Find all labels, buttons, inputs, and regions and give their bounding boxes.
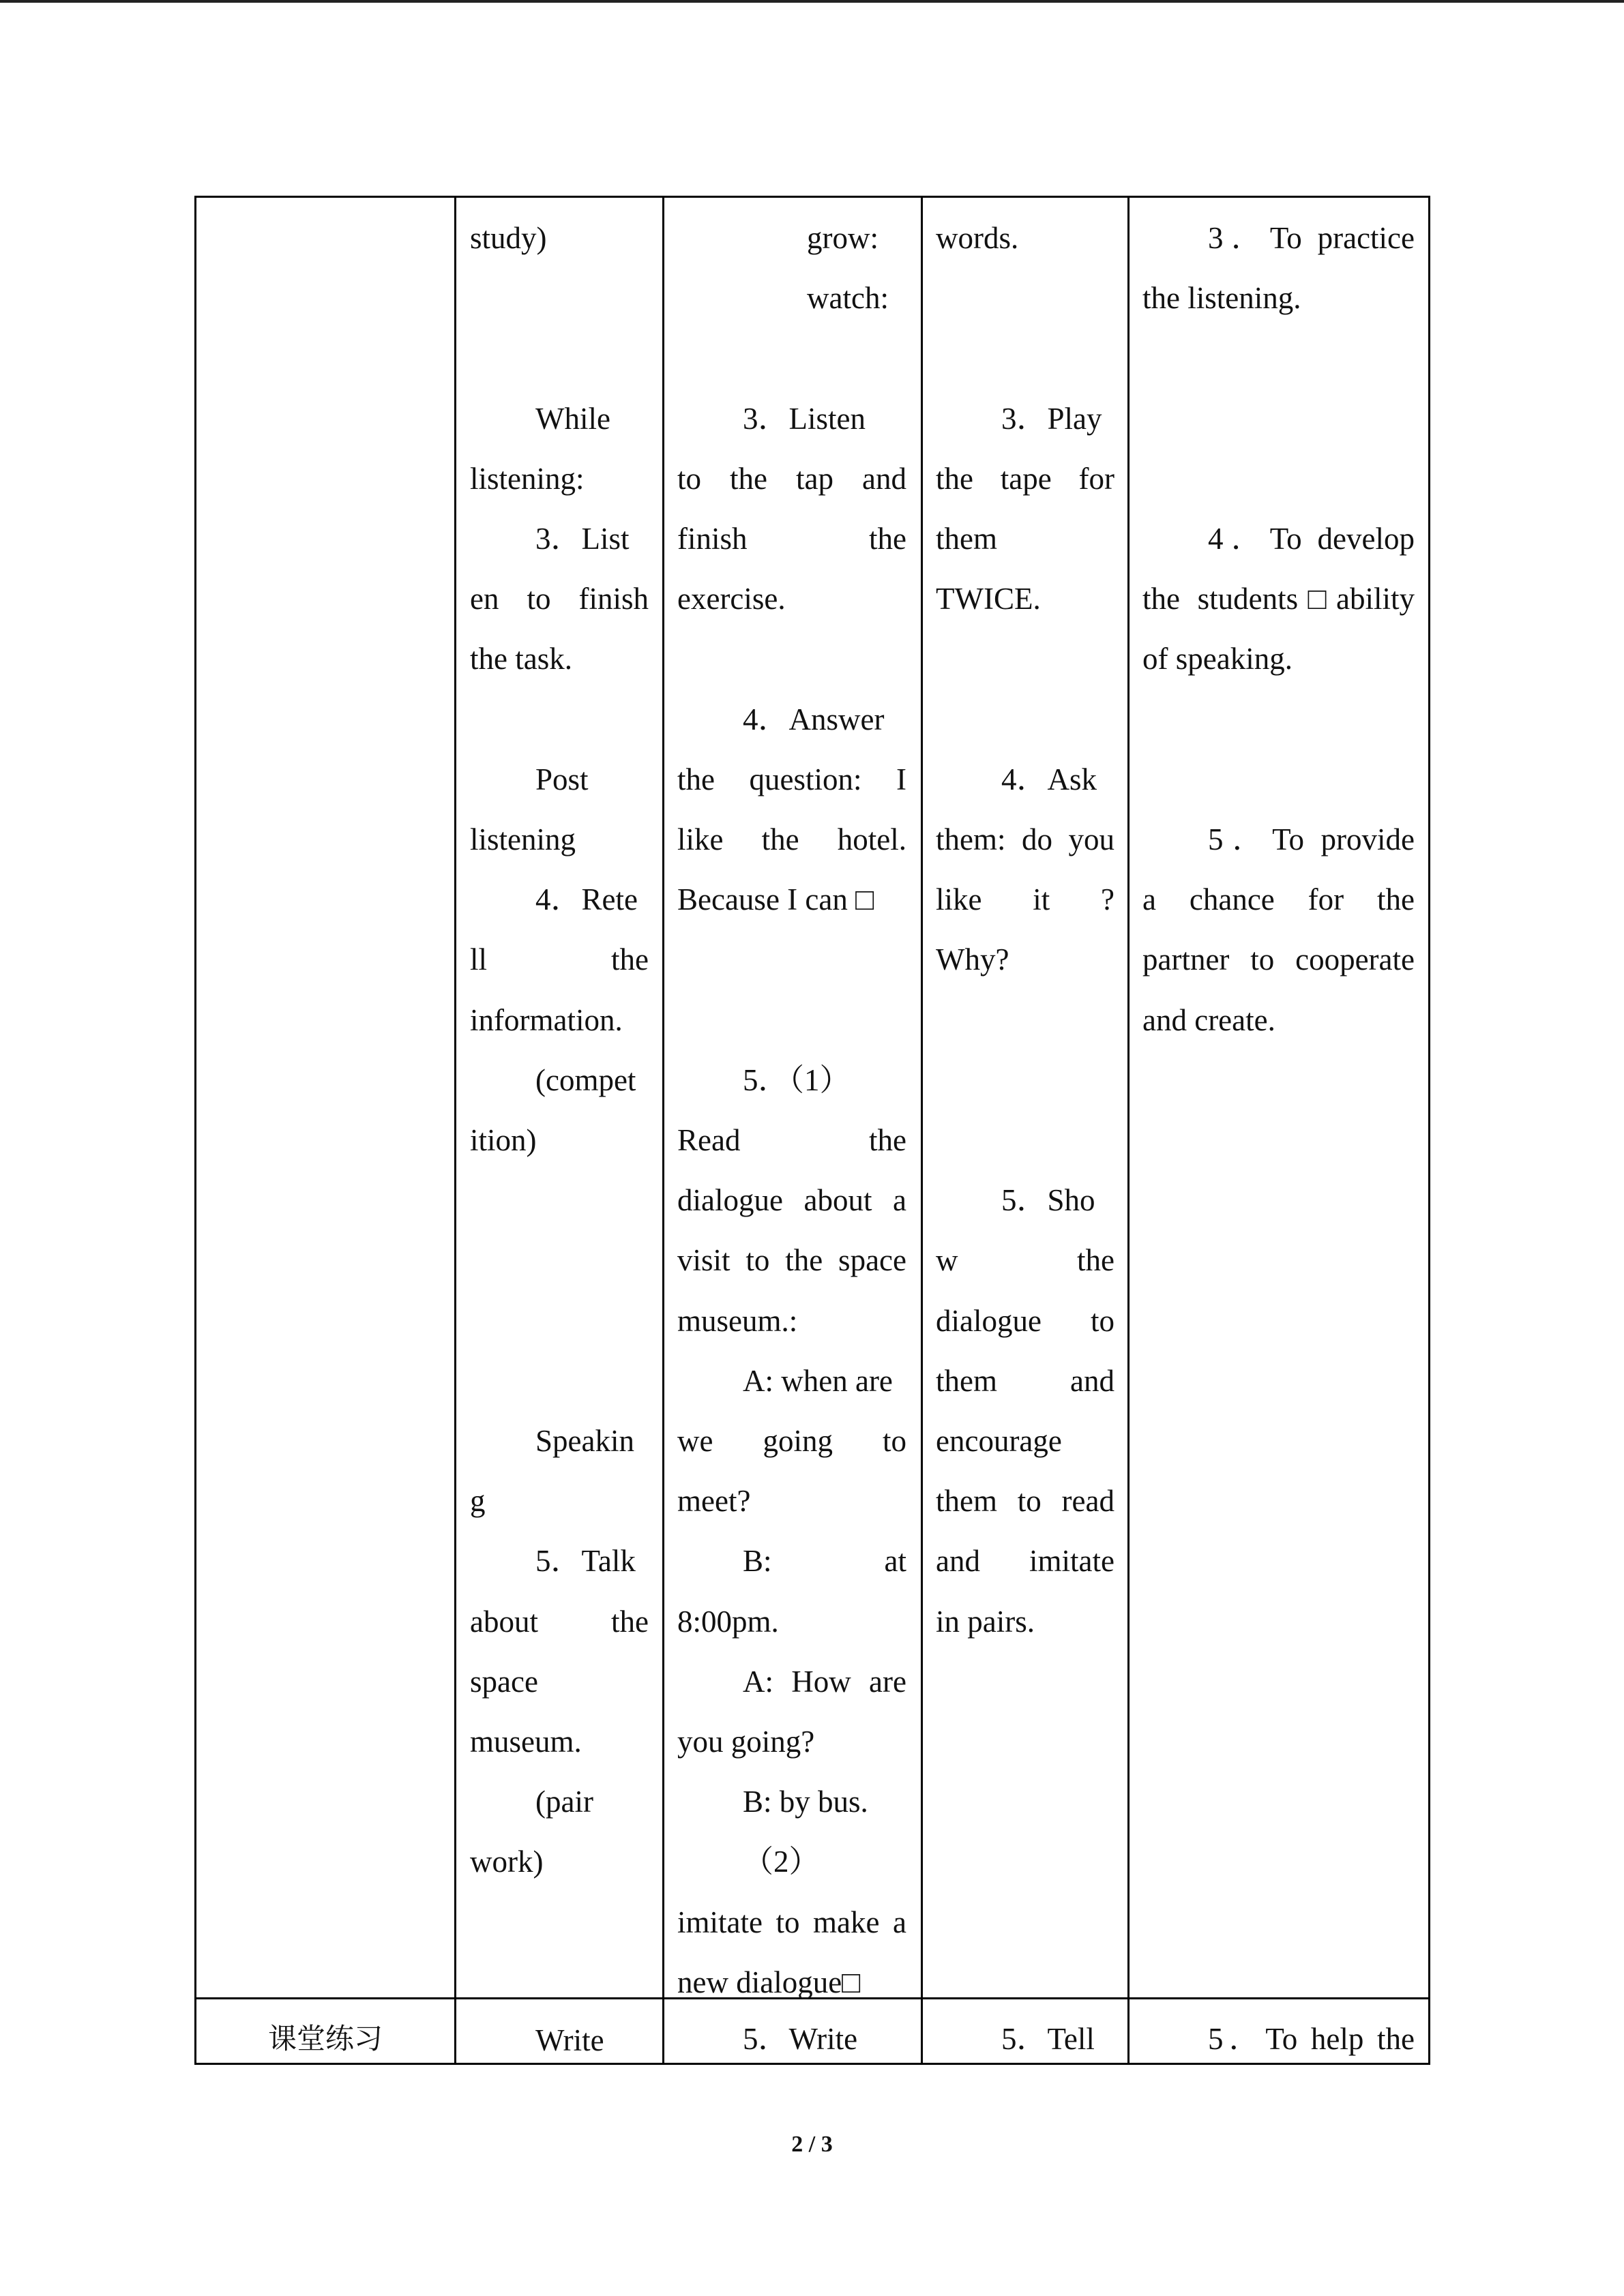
cell-teacher-activity	[936, 196, 1114, 1996]
text-line: 3．Play	[1001, 401, 1102, 436]
text-line: visit to the space	[677, 1243, 906, 1278]
text-line: space	[470, 1664, 538, 1699]
text-line: grow:	[807, 221, 879, 255]
text-line: exercise.	[677, 582, 786, 616]
practice-student-text: Write	[535, 2023, 604, 2057]
text-line: study)	[470, 221, 547, 255]
text-line: 3．To practice	[1208, 221, 1415, 255]
text-line: B: by bus.	[743, 1785, 868, 1819]
text-line: 4．Rete	[535, 882, 638, 917]
text-line: museum.	[470, 1725, 582, 1759]
text-line: partner to cooperate	[1142, 942, 1415, 977]
text-line: 3．Listen	[743, 401, 866, 436]
text-line: them: do you	[936, 822, 1114, 856]
text-line: new dialogue□	[677, 1965, 861, 1999]
text-line: Because I can □	[677, 882, 874, 917]
text-line: finish the	[677, 522, 906, 556]
text-line: Read the	[677, 1123, 906, 1157]
text-line: 8:00pm.	[677, 1604, 779, 1639]
text-line: B: at	[743, 1544, 906, 1579]
text-line: 4．Ask	[1001, 762, 1097, 796]
text-line: the question: I	[677, 762, 906, 796]
text-line: them and	[936, 1363, 1114, 1398]
text-line: Speakin	[535, 1424, 634, 1458]
text-line: them to read	[936, 1484, 1114, 1519]
text-line: en to finish	[470, 582, 649, 616]
text-line: A: when are	[743, 1363, 893, 1398]
table-col-line-4	[921, 196, 923, 2065]
table-col-line-1	[194, 196, 196, 2065]
text-line: them	[936, 522, 997, 556]
row-label-practice: 课堂练习	[267, 2022, 383, 2055]
table-col-line-3	[662, 196, 664, 2065]
text-line: like it ?	[936, 882, 1114, 917]
text-line: w the	[936, 1243, 1114, 1278]
text-line: listening:	[470, 461, 585, 496]
table-col-line-2	[454, 196, 456, 2065]
text-line: about the	[470, 1604, 649, 1639]
text-line: (pair	[535, 1785, 593, 1819]
text-line: （2）	[743, 1845, 820, 1879]
text-line: words.	[936, 221, 1019, 255]
text-line: dialogue about a	[677, 1183, 906, 1218]
cell-purpose	[1142, 196, 1415, 1996]
text-line: we going to	[677, 1424, 906, 1458]
practice-teacher-text: 5．Tell	[1001, 2022, 1095, 2056]
table-bottom-line	[194, 2063, 1430, 2065]
text-line: dialogue to	[936, 1303, 1114, 1338]
text-line: Post	[535, 762, 589, 796]
text-line: 4．Answer	[743, 702, 885, 736]
text-line: ll the	[470, 942, 649, 977]
text-line: a chance for the	[1142, 882, 1415, 917]
text-line: encourage	[936, 1424, 1062, 1458]
text-line: the task.	[470, 642, 572, 676]
text-line: and imitate	[936, 1544, 1114, 1579]
text-line: information.	[470, 1002, 623, 1037]
table-col-line-5	[1127, 196, 1130, 2065]
text-line: (compet	[535, 1062, 636, 1097]
text-line: like the hotel.	[677, 822, 906, 856]
page-top-border	[0, 0, 1624, 3]
page-number: 2 / 3	[791, 2132, 833, 2157]
text-line: ition)	[470, 1123, 537, 1157]
text-line: in pairs.	[936, 1604, 1035, 1639]
text-line: TWICE.	[936, 582, 1041, 616]
text-line: imitate to make a	[677, 1905, 906, 1939]
practice-content-text: 5．Write	[743, 2022, 858, 2056]
text-line: and create.	[1142, 1002, 1275, 1037]
text-line: 5．Sho	[1001, 1183, 1095, 1218]
text-line: 3．List	[535, 522, 630, 556]
text-line: you going?	[677, 1725, 815, 1759]
text-line: the listening.	[1142, 281, 1301, 316]
practice-purpose-text: 5．To help the	[1208, 2022, 1415, 2056]
text-line: the students□ability	[1142, 582, 1415, 616]
text-line: 5．Talk	[535, 1544, 636, 1579]
text-line: watch:	[807, 281, 889, 316]
text-line: 5．（1）	[743, 1062, 851, 1097]
text-line: the tape for	[936, 461, 1114, 496]
table-col-line-6	[1428, 196, 1430, 2065]
text-line: listening	[470, 822, 576, 856]
text-line: meet?	[677, 1484, 751, 1519]
text-line: work)	[470, 1845, 544, 1879]
text-line: While	[535, 401, 610, 436]
text-line: to the tap and	[677, 461, 906, 496]
text-line: Why?	[936, 942, 1009, 977]
text-line: A: How are	[743, 1664, 906, 1699]
cell-student-activity	[470, 196, 649, 1996]
text-line: g	[470, 1484, 486, 1519]
text-line: 4．To develop	[1208, 522, 1415, 556]
text-line: 5．To provide	[1208, 822, 1415, 856]
cell-learning-content	[677, 196, 906, 1999]
text-line: museum.:	[677, 1303, 798, 1338]
text-line: of speaking.	[1142, 642, 1293, 676]
